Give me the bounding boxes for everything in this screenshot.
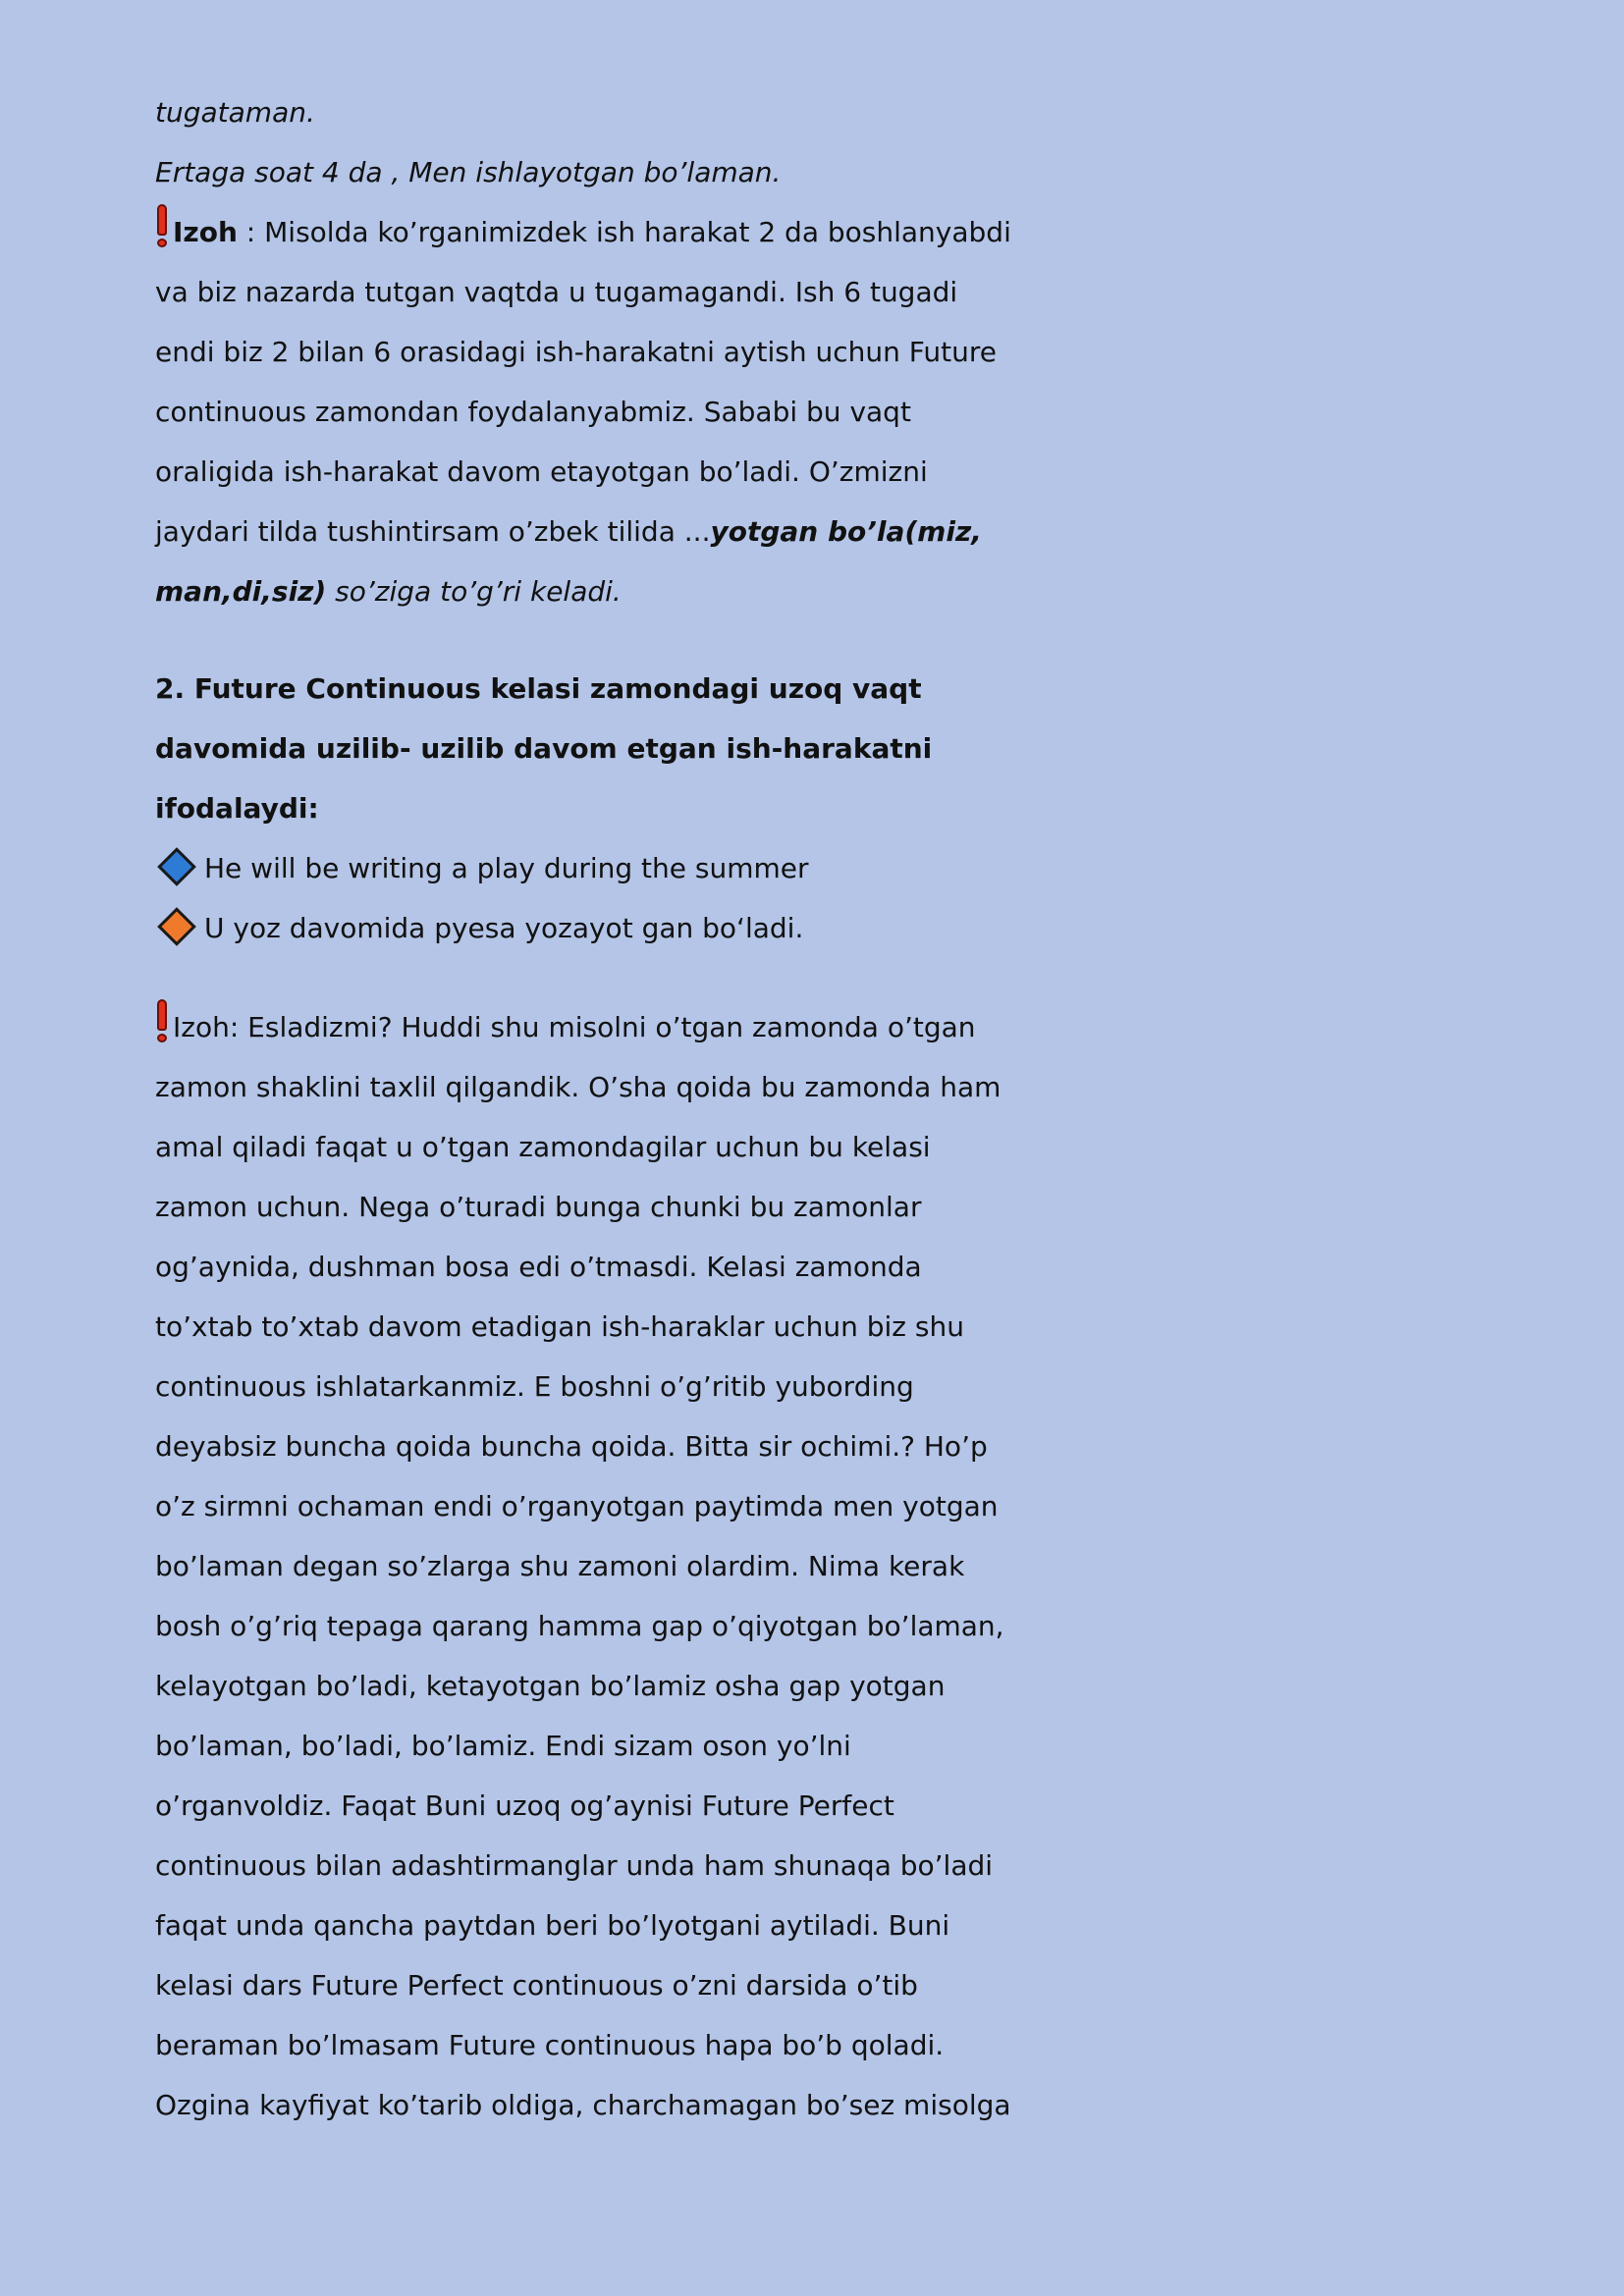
note-2-line-19: Ozgina kayfiyat ko’tarib oldiga, charchamagan bo’sez misolga xyxy=(155,2089,1011,2121)
note-2-line-17: kelasi dars Future Perfect continuous o’zni darsida o’tib xyxy=(155,1969,918,2002)
note-1-line-2: va biz nazarda tutgan vaqtda u tugamagandi. Ish 6 tugadi xyxy=(155,276,958,308)
example-uzbek-text: U yoz davomida pyesa yozayot gan bo‘ladi. xyxy=(204,912,804,944)
note-2-line-9: o’z sirmni ochaman endi o’rganyotgan paytimda men yotgan xyxy=(155,1490,999,1522)
note-1-line-5: oraligida ish-harakat davom etayotgan bo’ladi. O’zmizni xyxy=(155,455,928,488)
note-1-line-4: continuous zamondan foydalanyabmiz. Sababi bu vaqt xyxy=(155,396,911,428)
note-2-line-7: continuous ishlatarkanmiz. E boshni o’g’ritib yubording xyxy=(155,1370,914,1403)
note-2-line-15: continuous bilan adashtirmanglar unda ham shunaqa bo’ladi xyxy=(155,1849,994,1882)
spacer xyxy=(155,958,1530,997)
note-2-line-5: og’aynida, dushman bosa edi o’tmasdi. Kelasi zamonda xyxy=(155,1251,922,1283)
note-2-line-3: amal qiladi faqat u o’tgan zamondagilar uchun bu kelasi xyxy=(155,1131,931,1163)
note-1-line-6 xyxy=(155,502,1530,561)
note-1-line-6-bold: yotgan bo’la(miz, xyxy=(710,515,982,548)
note-1-first-line-text: : Misolda ko’rganimizdek ish harakat 2 da boshlanyabdi xyxy=(237,216,1011,248)
note-2-line-13: bo’laman, bo’ladi, bo’lamiz. Endi sizam oson yo’lni xyxy=(155,1730,851,1762)
document-page xyxy=(155,82,1530,2135)
exclamation-icon xyxy=(155,204,169,247)
example-english-text: He will be writing a play during the summer xyxy=(204,852,809,884)
section-2-heading-line-3: ifodalaydi: xyxy=(155,792,319,825)
note-2-line-16: faqat unda qancha paytdan beri bo’lyotgani aytiladi. Buni xyxy=(155,1909,950,1942)
note-2-line-14: o’rganvoldiz. Faqat Buni uzoq og’aynisi Future Perfect xyxy=(155,1789,894,1822)
example-english xyxy=(155,838,1530,898)
orange-diamond-icon xyxy=(157,907,196,946)
note-2-line-12: kelayotgan bo’ladi, ketayotgan bo’lamiz osha gap yotgan xyxy=(155,1670,946,1702)
section-2-heading-line-2: davomida uzilib- uzilib davom etgan ish-harakatni xyxy=(155,732,933,765)
note-1 xyxy=(155,202,1530,621)
note-1-line-6-plain: jaydari tilda tushintirsam o’zbek tilida ... xyxy=(155,515,711,548)
example-uzbek xyxy=(155,898,1530,958)
note-2-line-18: beraman bo’lmasam Future continuous hapa bo’b qoladi. xyxy=(155,2029,945,2061)
note-2-line-1 xyxy=(155,997,1530,1057)
note-2-first-line-text: Izoh: Esladizmi? Huddi shu misolni o’tgan zamonda o’tgan xyxy=(173,1011,976,1043)
section-2 xyxy=(155,659,1530,958)
note-2-line-10: bo’laman degan so’zlarga shu zamoni olardim. Nima kerak xyxy=(155,1550,965,1582)
note-2-line-6: to’xtab to’xtab davom etadigan ish-haraklar uchun biz shu xyxy=(155,1310,964,1343)
note-2-line-4: zamon uchun. Nega o’turadi bunga chunki bu zamonlar xyxy=(155,1191,922,1223)
note-1-line-7-bold: man,di,siz) xyxy=(155,575,327,608)
section-2-heading-line-1: 2. Future Continuous kelasi zamondagi uzoq vaqt xyxy=(155,672,922,705)
italic-line-1: tugataman. xyxy=(155,96,315,129)
exclamation-icon xyxy=(155,999,169,1042)
note-1-label: Izoh xyxy=(173,216,238,248)
note-2-line-8: deyabsiz buncha qoida buncha qoida. Bitta sir ochimi.? Ho’p xyxy=(155,1430,988,1463)
italic-line-2: Ertaga soat 4 da , Men ishlayotgan bo’laman. xyxy=(155,156,782,188)
note-2-line-11: bosh o’g’riq tepaga qarang hamma gap o’qiyotgan bo’laman, xyxy=(155,1610,1004,1642)
spacer xyxy=(155,621,1530,659)
note-1-line-7-italic: so’ziga to’g’ri keladi. xyxy=(326,575,622,608)
note-1-line-7 xyxy=(155,561,1530,621)
blue-diamond-icon xyxy=(157,847,196,886)
note-1-line-3: endi biz 2 bilan 6 orasidagi ish-harakatni aytish uchun Future xyxy=(155,336,997,368)
note-2-line-2: zamon shaklini taxlil qilgandik. O’sha qoida bu zamonda ham xyxy=(155,1071,1001,1103)
note-1-line-1 xyxy=(155,202,1530,262)
note-2 xyxy=(155,997,1530,2135)
